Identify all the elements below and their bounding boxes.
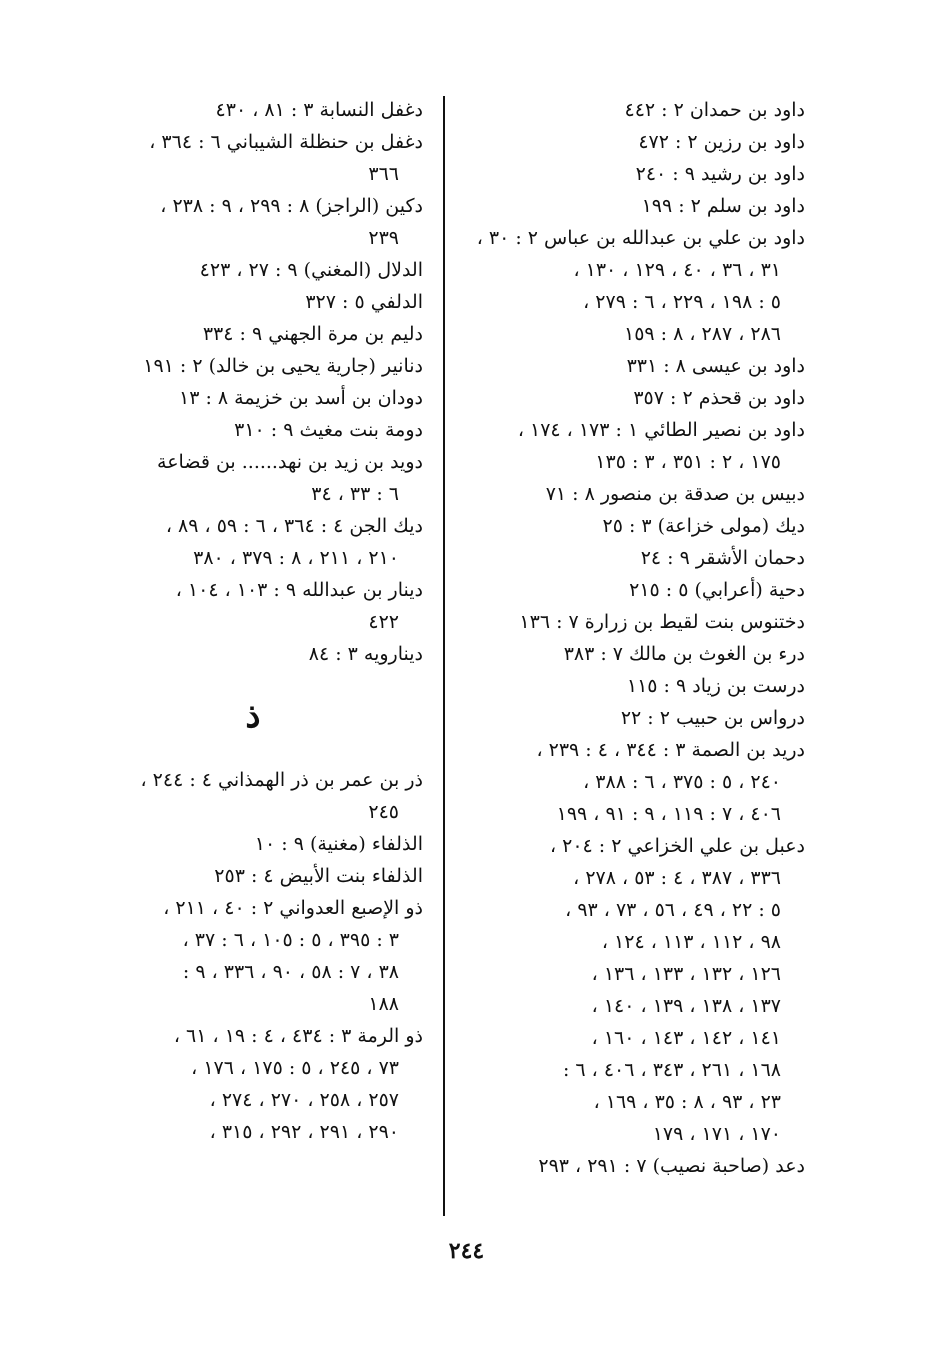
index-entry: ذر بن عمر بن ذر الهمذاني ٤ : ٢٤٤ ، [140, 769, 423, 791]
index-entry-continuation: ١٦٨ ، ٢٦١ ، ٣٤٣ ، ٤٠٦ ، ٦ : [562, 1059, 781, 1081]
index-entry-continuation: ٢٥٧ ، ٢٥٨ ، ٢٧٠ ، ٢٧٤ ، [209, 1089, 399, 1111]
index-entry: داود بن نصير الطائي ١ : ١٧٣ ، ١٧٤ ، [517, 419, 805, 441]
index-entry: الذلفاء بنت الأبيض ٤ : ٢٥٣ [214, 865, 423, 887]
index-entry-continuation: ٢١٠ ، ٢١١ ، ٨ : ٣٧٩ ، ٣٨٠ [193, 547, 399, 569]
index-entry: دنانير (جارية يحيى بن خالد) ٢ : ١٩١ [143, 355, 423, 377]
index-entry: دعبل بن علي الخزاعي ٢ : ٢٠٤ ، [549, 835, 805, 857]
section-letter-heading: ذ [245, 696, 261, 736]
index-entry-continuation: ٥ : ٢٢ ، ٤٩ ، ٥٦ ، ٧٣ ، ٩٣ ، [565, 899, 781, 921]
index-entry: الدلفي ٥ : ٣٢٧ [305, 291, 423, 313]
index-column-left [83, 94, 423, 1148]
index-entry: دغفل النسابة ٣ : ٨١ ، ٤٣٠ [215, 99, 423, 121]
index-entry: داود بن علي بن عبدالله بن عباس ٢ : ٣٠ ، [476, 227, 805, 249]
index-entry: دومة بنت مغيث ٩ : ٣١٠ [234, 419, 423, 441]
index-entry-continuation: ٢٣٩ [368, 227, 399, 249]
index-entry-continuation: ٣٨ ، ٧ : ٥٨ ، ٩٠ ، ٣٣٦ ، ٩ : [182, 961, 399, 983]
index-entry: ديك (مولى خزاعة) ٣ : ٢٥ [602, 515, 805, 537]
index-entry: دحية (أعرابي) ٥ : ٢١٥ [629, 579, 805, 601]
index-entry: داود بن حمدان ٢ : ٤٤٢ [624, 99, 805, 121]
index-entry-continuation: ١٤١ ، ١٤٢ ، ١٤٣ ، ١٦٠ ، [591, 1027, 781, 1049]
index-entry: دختنوس بنت لقيط بن زرارة ٧ : ١٣٦ [519, 611, 805, 633]
index-entry-continuation: ٦ : ٣٣ ، ٣٤ [311, 483, 399, 505]
index-entry: الذلفاء (مغنية) ٩ : ١٠ [254, 833, 423, 855]
index-entry: دودان بن أسد بن خزيمة ٨ : ١٣ [178, 387, 423, 409]
index-entry: ديك الجن ٤ : ٣٦٤ ، ٦ : ٥٩ ، ٨٩ ، [165, 515, 423, 537]
index-entry-continuation: ٢٣ ، ٩٣ ، ٨ : ٣٥ ، ١٦٩ ، [593, 1091, 781, 1113]
column-divider [443, 96, 445, 1216]
index-entry-continuation: ٤٢٢ [368, 611, 399, 633]
index-entry: دينارويه ٣ : ٨٤ [308, 643, 423, 665]
index-entry: دعد (صاحبة نصيب) ٧ : ٢٩١ ، ٢٩٣ [538, 1155, 805, 1177]
index-column-right [465, 94, 805, 1182]
index-entry-continuation: ٣ : ٣٩٥ ، ٥ : ١٠٥ ، ٦ : ٣٧ ، [182, 929, 399, 951]
index-entry: الدلال (المغني) ٩ : ٢٧ ، ٤٢٣ [199, 259, 423, 281]
index-entry: داود بن رشيد ٩ : ٢٤٠ [635, 163, 805, 185]
index-entry-continuation: ٣٦٦ [368, 163, 399, 185]
index-entry-continuation: ١٨٨ [368, 993, 399, 1015]
index-entry-continuation: ٢٩٠ ، ٢٩١ ، ٢٩٢ ، ٣١٥ ، [209, 1121, 399, 1143]
index-entry: دحمان الأشقر ٩ : ٢٤ [640, 547, 805, 569]
index-entry-continuation: ١٧٥ ، ٢ : ٣٥١ ، ٣ : ١٣٥ [595, 451, 781, 473]
index-entry: دويد بن زيد بن نهد...... بن قضاعة [157, 451, 423, 473]
index-entry: دغفل بن حنظلة الشيباني ٦ : ٣٦٤ ، [149, 131, 423, 153]
index-entry: دليم بن مرة الجهني ٩ : ٣٣٤ [202, 323, 423, 345]
index-entry-continuation: ٣٣٦ ، ٣٨٧ ، ٤ : ٥٣ ، ٢٧٨ ، [573, 867, 781, 889]
index-entry-continuation: ٩٨ ، ١١٢ ، ١١٣ ، ١٢٤ ، [601, 931, 781, 953]
index-entry-continuation: ٢٨٦ ، ٢٨٧ ، ٨ : ١٥٩ [623, 323, 781, 345]
index-entry: داود بن قحذم ٢ : ٣٥٧ [633, 387, 805, 409]
index-entry-continuation: ١٣٧ ، ١٣٨ ، ١٣٩ ، ١٤٠ ، [591, 995, 781, 1017]
index-entry: دريد بن الصمة ٣ : ٣٤٤ ، ٤ : ٢٣٩ ، [536, 739, 805, 761]
index-entry: داود بن سلم ٢ : ١٩٩ [641, 195, 805, 217]
index-entry: ذو الرمة ٣ : ٤٣٤ ، ٤ : ١٩ ، ٦١ ، [173, 1025, 423, 1047]
index-entry: دكين (الراجز) ٨ : ٢٩٩ ، ٩ : ٢٣٨ ، [160, 195, 423, 217]
index-entry-continuation: ٥ : ١٩٨ ، ٢٢٩ ، ٦ : ٢٧٩ ، [583, 291, 781, 313]
index-entry: دينار بن عبدالله ٩ : ١٠٣ ، ١٠٤ ، [175, 579, 423, 601]
index-entry: داود بن رزين ٢ : ٤٧٢ [638, 131, 805, 153]
index-entry: درء بن الغوث بن مالك ٧ : ٣٨٣ [563, 643, 805, 665]
index-entry: درواس بن حبيب ٢ : ٢٢ [620, 707, 805, 729]
index-entry-continuation: ١٧٠ ، ١٧١ ، ١٧٩ [652, 1123, 781, 1145]
index-entries-dal [83, 94, 423, 670]
index-entry-continuation: ٤٠٦ ، ٧ : ١١٩ ، ٩ : ٩١ ، ١٩٩ [556, 803, 781, 825]
index-entry-continuation: ١٢٦ ، ١٣٢ ، ١٣٣ ، ١٣٦ ، [591, 963, 781, 985]
index-entry-continuation: ٢٤٠ ، ٥ : ٣٧٥ ، ٦ : ٣٨٨ ، [583, 771, 781, 793]
index-entry: درست بن زياد ٩ : ١١٥ [626, 675, 805, 697]
index-entry-continuation: ٧٣ ، ٢٤٥ ، ٥ : ١٧٥ ، ١٧٦ ، [191, 1057, 399, 1079]
index-entry-continuation: ٣١ ، ٣٦ ، ٤٠ ، ١٢٩ ، ١٣٠ ، [573, 259, 781, 281]
index-entry: ذو الإصبع العدواني ٢ : ٤٠ ، ٢١١ ، [163, 897, 423, 919]
index-entries-dhal [83, 764, 423, 1148]
page-number: ٢٤٤ [448, 1238, 485, 1264]
index-entry: دبيس بن صدقة بن منصور ٨ : ٧١ [545, 483, 805, 505]
index-entry-continuation: ٢٤٥ [368, 801, 399, 823]
index-entry: داود بن عيسى ٨ : ٣٣١ [626, 355, 805, 377]
